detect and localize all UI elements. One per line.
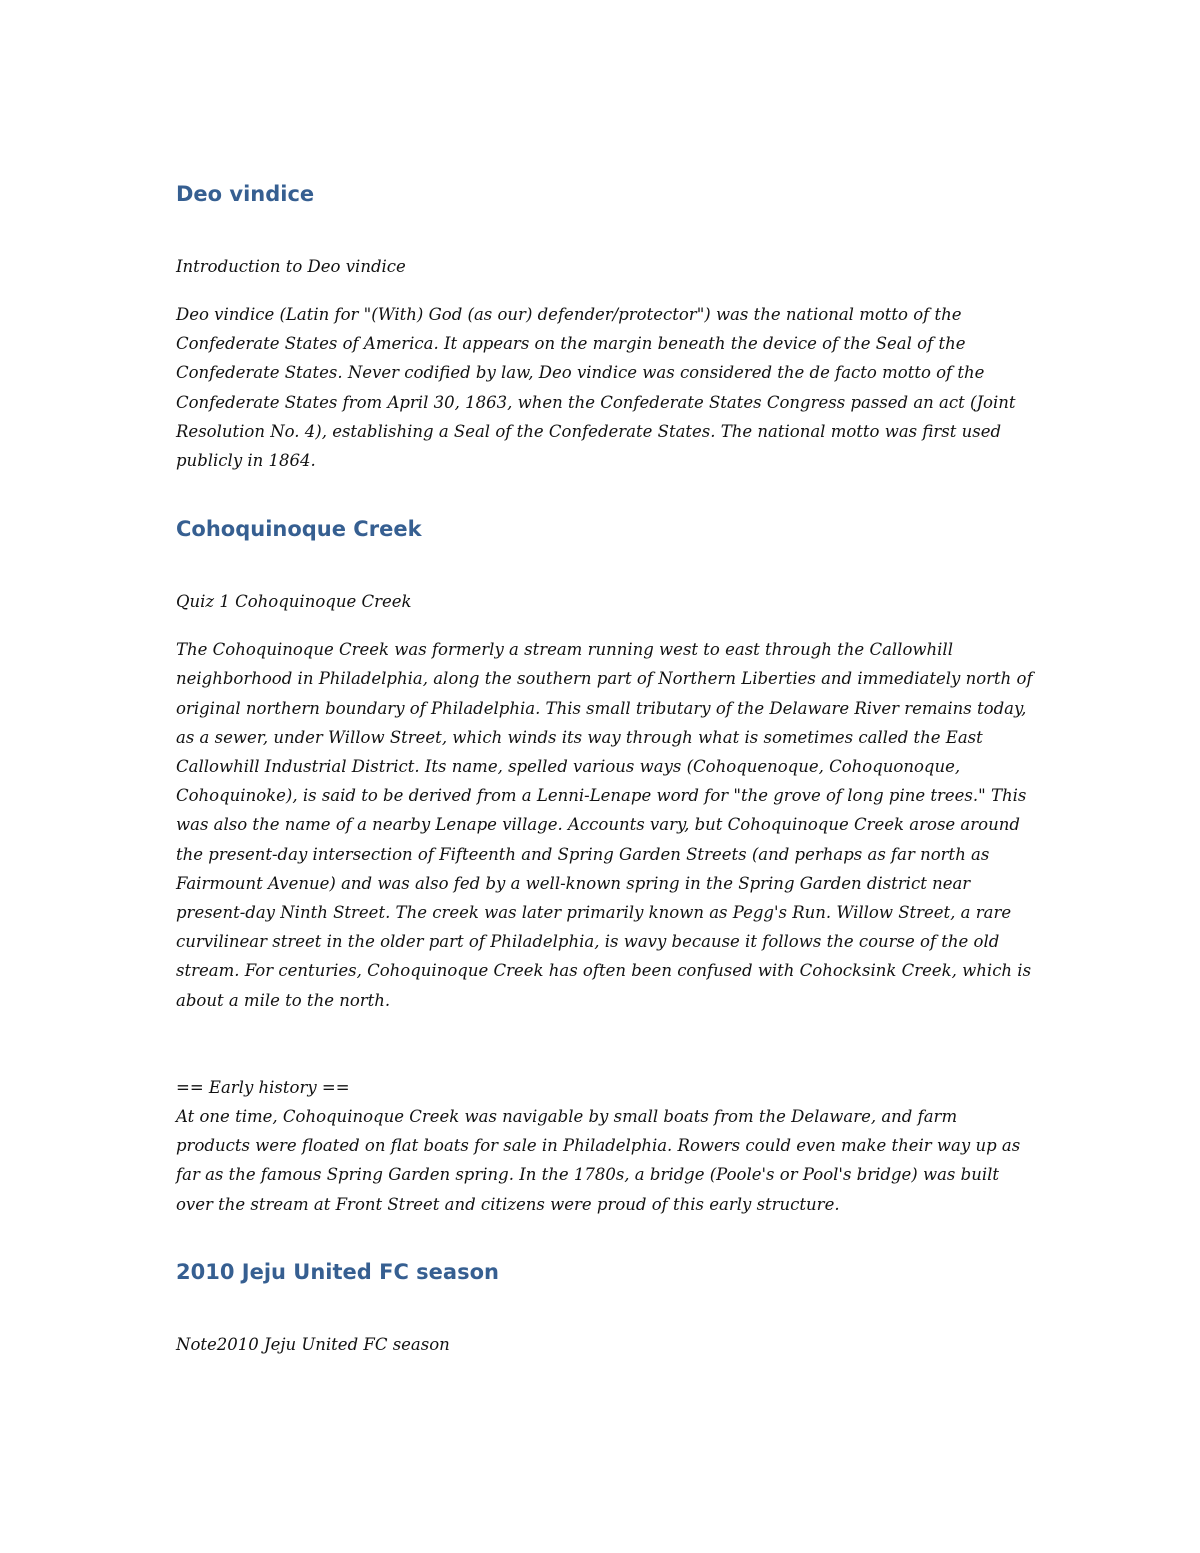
section-subtitle-jeju-united: Note2010 Jeju United FC season — [176, 1334, 450, 1354]
section-subtitle-deo-vindice: Introduction to Deo vindice — [176, 257, 406, 276]
section-body-cohoquinoque-creek: The Cohoquinoque Creek was formerly a stream running west to east through the Callowhill neighborhood in Philadelphia, along the southern part of Northern Liberties and immediately north of original northern boundary of Philadelphia. This small tributary of the Delaware River remains today, as a sewer, under Willow Street, which winds its way through what is sometimes called the East Callowhill Industrial District. Its name, spelled various ways (Cohoquenoque, Cohoquonoque, Cohoquinoke), is said to be derived from a Lenni-Lenape word for "the grove of long pine trees." This was also the name of a nearby Lenape village. Accounts vary, but Cohoquinoque Creek arose around the present-day intersection of Fifteenth and Spring Garden Streets (and perhaps as far north as Fairmount Avenue) and was also fed by a well-known spring in the Spring Garden district near present-day Ninth Street. The creek was later primarily known as Pegg's Run. Willow Street, a rare curvilinear street in the older part of Philadelphia, is wavy because it follows the course of the old stream. For centuries, Cohoquinoque Creek has often been confused with Cohocksink Creek, which is about a mile to the north. — [176, 640, 1033, 1010]
section-subtitle-cohoquinoque-creek: Quiz 1 Cohoquinoque Creek — [176, 592, 412, 612]
early-history-heading: == Early history == — [176, 1077, 350, 1097]
section-body-deo-vindice: Deo vindice (Latin for "(With) God (as our) defender/protector") was the national motto of the Confederate States of America. It appears on the margin beneath the device of the Seal of the Confederate States. Never codified by law, Deo vindice was considered the de facto motto of the Confederate States from April 30, 1863, when the Confederate States Congress passed an act (Joint Resolution No. 4), establishing a Seal of the Confederate States. The national motto was first used publicly in 1864. — [176, 305, 1016, 471]
section-heading-deo-vindice: Deo vindice — [176, 182, 315, 206]
section-heading-cohoquinoque-creek: Cohoquinoque Creek — [176, 517, 422, 542]
early-history-body: At one time, Cohoquinoque Creek was navigable by small boats from the Delaware, and farm products were floated on flat boats for sale in Philadelphia. Rowers could even make their way up as far as the famous Spring Garden spring. In the 1780s, a bridge (Poole's or Pool's bridge) was built over the stream at Front Street and citizens were proud of this early structure. — [176, 1107, 1021, 1214]
section-heading-jeju-united: 2010 Jeju United FC season — [176, 1259, 499, 1284]
document-content — [176, 178, 1036, 1359]
